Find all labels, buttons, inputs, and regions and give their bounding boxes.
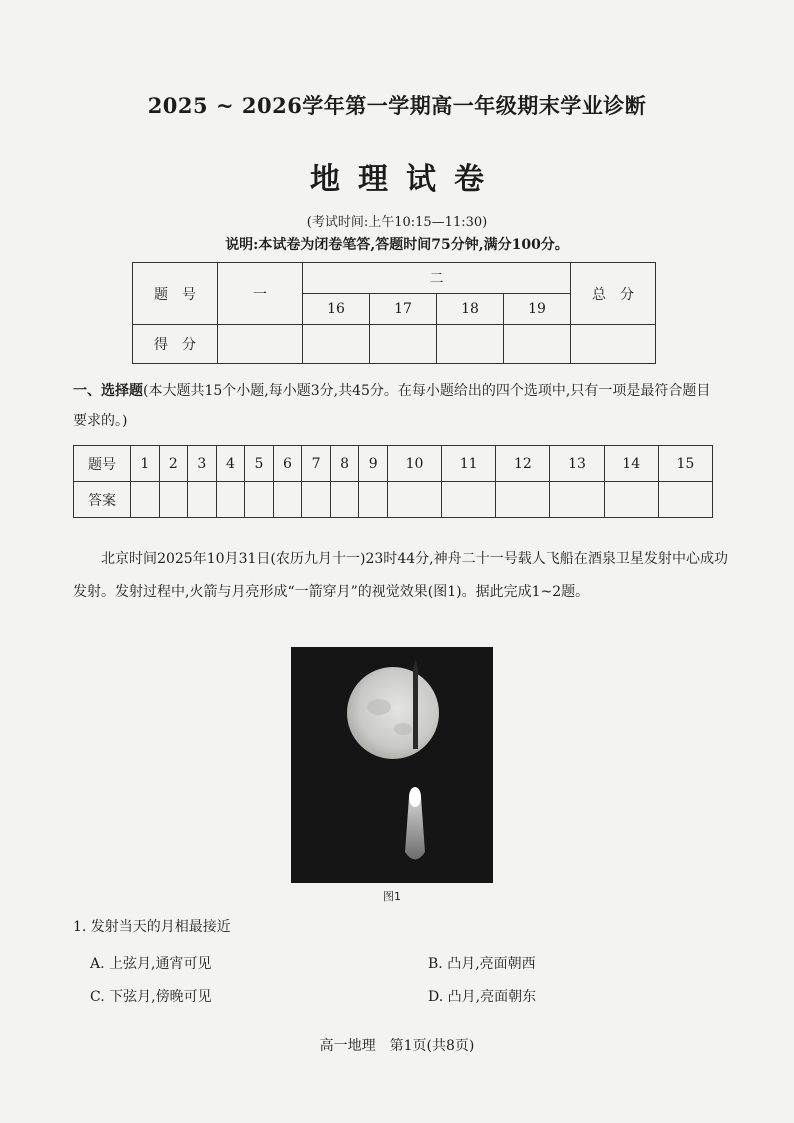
score-table-total-label: 总 分 <box>571 263 656 325</box>
answer-number-cell: 8 <box>330 446 359 482</box>
answer-number-cell: 7 <box>302 446 331 482</box>
exam-time: (考试时间:上午10:15—11:30) <box>306 215 488 230</box>
answer-number-cell: 13 <box>550 446 604 482</box>
answer-table <box>73 445 713 518</box>
question-1-stem: 1. 发射当天的月相最接近 <box>73 919 231 935</box>
answer-number-cell: 10 <box>387 446 441 482</box>
score-table-number-label: 题 号 <box>133 263 218 325</box>
answer-cell[interactable] <box>330 482 359 518</box>
score-cell[interactable] <box>218 325 303 364</box>
answer-number-cell: 11 <box>442 446 496 482</box>
exam-title: 2025 ~ 2026学年第一学期高一年级期末学业诊断 <box>147 93 647 118</box>
answer-cell[interactable] <box>216 482 245 518</box>
score-table-section-two: 二 <box>303 263 571 294</box>
score-table-sub-item: 19 <box>504 294 571 325</box>
option-d[interactable]: D. 凸月,亮面朝东 <box>428 989 537 1005</box>
answer-cell[interactable] <box>442 482 496 518</box>
subject-title: 地理试卷 <box>310 162 502 197</box>
score-cell[interactable] <box>571 325 656 364</box>
answer-number-cell: 15 <box>658 446 712 482</box>
option-a[interactable]: A. 上弦月,通宵可见 <box>90 956 212 972</box>
moon-shape <box>347 667 439 759</box>
score-cell[interactable] <box>437 325 504 364</box>
answer-number-cell: 1 <box>131 446 160 482</box>
answer-cell[interactable] <box>188 482 217 518</box>
option-b[interactable]: B. 凸月,亮面朝西 <box>428 956 536 972</box>
answer-cell[interactable] <box>550 482 604 518</box>
page-footer: 高一地理 第1页(共8页) <box>319 1038 475 1054</box>
answer-cell[interactable] <box>604 482 658 518</box>
answer-number-cell: 3 <box>188 446 217 482</box>
score-table-section-one: 一 <box>218 263 303 325</box>
answer-cell[interactable] <box>387 482 441 518</box>
answer-number-cell: 9 <box>359 446 388 482</box>
answer-cell[interactable] <box>159 482 188 518</box>
answer-table-answer-label: 答案 <box>74 482 131 518</box>
rocket-moon-image <box>291 647 493 883</box>
score-table-sub-item: 16 <box>303 294 370 325</box>
section-one-instructions: (本大题共15个小题,每小题3分,共45分。在每小题给出的四个选项中,只有一项是最符合题目要求的。) <box>73 383 711 429</box>
score-cell[interactable] <box>370 325 437 364</box>
score-table-sub-item: 18 <box>437 294 504 325</box>
exam-note: 说明:本试卷为闭卷笔答,答题时间75分钟,满分100分。 <box>225 237 569 253</box>
answer-cell[interactable] <box>658 482 712 518</box>
score-cell[interactable] <box>504 325 571 364</box>
score-cell[interactable] <box>303 325 370 364</box>
answer-cell[interactable] <box>496 482 550 518</box>
answer-cell[interactable] <box>359 482 388 518</box>
section-one-title: 一、选择题 <box>73 383 143 399</box>
question-passage: 北京时间2025年10月31日(农历九月十一)23时44分,神舟二十一号载人飞船在酒泉卫星发射中心成功发射。发射过程中,火箭与月亮形成“一箭穿月”的视觉效果(图1)。据此完成1~2题。 <box>73 551 728 600</box>
option-c[interactable]: C. 下弦月,傍晚可见 <box>90 989 212 1005</box>
answer-number-cell: 14 <box>604 446 658 482</box>
figure-rocket-moon <box>291 647 493 883</box>
figure-caption: 图1 <box>383 890 401 903</box>
answer-number-cell: 2 <box>159 446 188 482</box>
rocket-shape <box>413 669 418 749</box>
answer-cell[interactable] <box>273 482 302 518</box>
answer-table-number-label: 题号 <box>74 446 131 482</box>
score-table <box>132 262 656 364</box>
score-table-score-label: 得 分 <box>133 325 218 364</box>
answer-cell[interactable] <box>245 482 274 518</box>
answer-number-cell: 4 <box>216 446 245 482</box>
score-table-sub-item: 17 <box>370 294 437 325</box>
answer-cell[interactable] <box>131 482 160 518</box>
answer-number-cell: 5 <box>245 446 274 482</box>
answer-number-cell: 6 <box>273 446 302 482</box>
answer-cell[interactable] <box>302 482 331 518</box>
answer-number-cell: 12 <box>496 446 550 482</box>
section-one-heading <box>73 376 723 436</box>
